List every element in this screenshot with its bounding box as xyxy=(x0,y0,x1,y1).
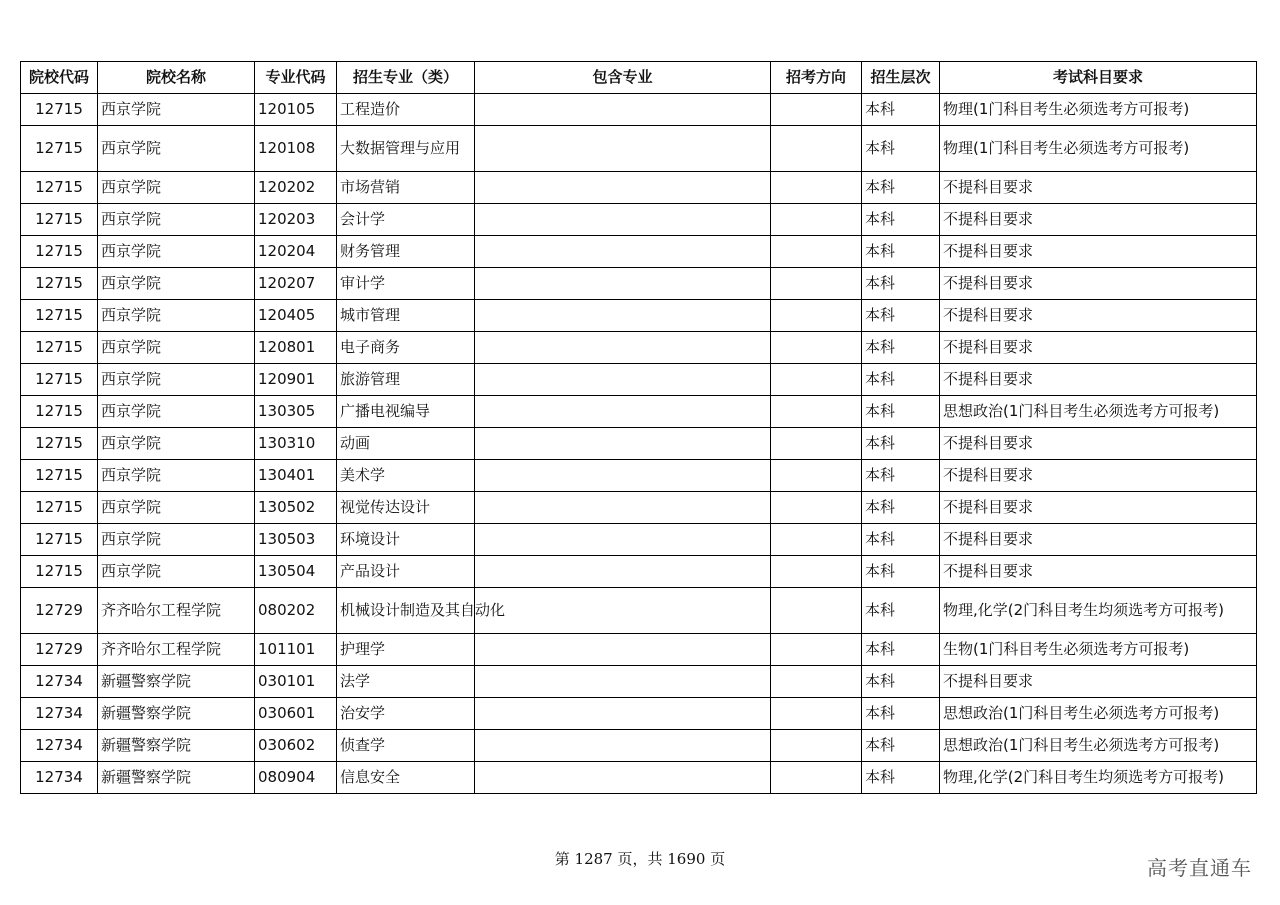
table-header xyxy=(21,62,1257,94)
cell-includes xyxy=(475,588,771,634)
cell-school-code: 12715 xyxy=(21,556,98,588)
cell-major-code: 130305 xyxy=(255,396,337,428)
cell-major-code: 101101 xyxy=(255,634,337,666)
cell-level: 本科 xyxy=(862,364,940,396)
cell-direction xyxy=(771,492,862,524)
table-body xyxy=(21,94,1257,794)
header-school-name: 院校名称 xyxy=(98,62,255,94)
cell-direction xyxy=(771,396,862,428)
cell-level: 本科 xyxy=(862,762,940,794)
cell-direction xyxy=(771,588,862,634)
cell-major: 视觉传达设计 xyxy=(337,492,475,524)
table-row xyxy=(21,666,1257,698)
cell-major-code: 130310 xyxy=(255,428,337,460)
cell-major: 产品设计 xyxy=(337,556,475,588)
table-row xyxy=(21,730,1257,762)
header-major: 招生专业（类） xyxy=(337,62,475,94)
cell-includes xyxy=(475,300,771,332)
cell-level: 本科 xyxy=(862,492,940,524)
cell-school-code: 12715 xyxy=(21,492,98,524)
cell-school-name: 齐齐哈尔工程学院 xyxy=(98,588,255,634)
table-row xyxy=(21,492,1257,524)
cell-school-code: 12715 xyxy=(21,300,98,332)
table-row xyxy=(21,556,1257,588)
cell-major: 侦查学 xyxy=(337,730,475,762)
cell-requirement: 不提科目要求 xyxy=(940,300,1257,332)
cell-school-code: 12715 xyxy=(21,94,98,126)
cell-school-name: 西京学院 xyxy=(98,204,255,236)
cell-school-code: 12715 xyxy=(21,460,98,492)
cell-major-code: 120901 xyxy=(255,364,337,396)
cell-direction xyxy=(771,300,862,332)
table-row xyxy=(21,126,1257,172)
cell-requirement: 不提科目要求 xyxy=(940,556,1257,588)
cell-school-name: 西京学院 xyxy=(98,236,255,268)
cell-major: 治安学 xyxy=(337,698,475,730)
cell-major: 环境设计 xyxy=(337,524,475,556)
cell-direction xyxy=(771,364,862,396)
cell-school-name: 西京学院 xyxy=(98,364,255,396)
cell-direction xyxy=(771,524,862,556)
cell-requirement: 不提科目要求 xyxy=(940,460,1257,492)
cell-includes xyxy=(475,396,771,428)
cell-school-code: 12734 xyxy=(21,666,98,698)
cell-major-code: 120202 xyxy=(255,172,337,204)
cell-level: 本科 xyxy=(862,524,940,556)
admissions-table xyxy=(20,61,1257,794)
header-major-code: 专业代码 xyxy=(255,62,337,94)
cell-school-code: 12715 xyxy=(21,396,98,428)
cell-major-code: 120801 xyxy=(255,332,337,364)
cell-major: 工程造价 xyxy=(337,94,475,126)
cell-level: 本科 xyxy=(862,556,940,588)
cell-requirement: 物理,化学(2门科目考生均须选考方可报考) xyxy=(940,588,1257,634)
header-level: 招生层次 xyxy=(862,62,940,94)
cell-direction xyxy=(771,634,862,666)
cell-major: 市场营销 xyxy=(337,172,475,204)
cell-school-name: 新疆警察学院 xyxy=(98,762,255,794)
watermark-logo-text: 高考直通车 xyxy=(1147,856,1252,880)
cell-school-name: 新疆警察学院 xyxy=(98,730,255,762)
cell-direction xyxy=(771,730,862,762)
table-row xyxy=(21,460,1257,492)
cell-includes xyxy=(475,364,771,396)
cell-direction xyxy=(771,428,862,460)
cell-includes xyxy=(475,428,771,460)
cell-level: 本科 xyxy=(862,666,940,698)
cell-school-name: 西京学院 xyxy=(98,524,255,556)
cell-includes xyxy=(475,492,771,524)
cell-major-code: 120203 xyxy=(255,204,337,236)
cell-requirement: 物理(1门科目考生必须选考方可报考) xyxy=(940,126,1257,172)
cell-direction xyxy=(771,698,862,730)
cell-school-name: 西京学院 xyxy=(98,396,255,428)
cell-major: 会计学 xyxy=(337,204,475,236)
cell-major-code: 120204 xyxy=(255,236,337,268)
table-row xyxy=(21,396,1257,428)
cell-major: 电子商务 xyxy=(337,332,475,364)
table-row xyxy=(21,300,1257,332)
cell-requirement: 不提科目要求 xyxy=(940,204,1257,236)
cell-school-code: 12734 xyxy=(21,730,98,762)
cell-direction xyxy=(771,556,862,588)
cell-major-code: 130504 xyxy=(255,556,337,588)
cell-requirement: 不提科目要求 xyxy=(940,364,1257,396)
header-includes: 包含专业 xyxy=(475,62,771,94)
table-row xyxy=(21,698,1257,730)
cell-requirement: 不提科目要求 xyxy=(940,172,1257,204)
cell-major: 信息安全 xyxy=(337,762,475,794)
cell-includes xyxy=(475,236,771,268)
cell-major: 旅游管理 xyxy=(337,364,475,396)
table-row xyxy=(21,236,1257,268)
cell-direction xyxy=(771,236,862,268)
cell-direction xyxy=(771,204,862,236)
cell-major-code: 130503 xyxy=(255,524,337,556)
table-row xyxy=(21,762,1257,794)
table-row xyxy=(21,634,1257,666)
cell-requirement: 不提科目要求 xyxy=(940,428,1257,460)
cell-school-name: 西京学院 xyxy=(98,300,255,332)
cell-school-name: 新疆警察学院 xyxy=(98,698,255,730)
cell-major-code: 030601 xyxy=(255,698,337,730)
table-row xyxy=(21,94,1257,126)
cell-requirement: 不提科目要求 xyxy=(940,268,1257,300)
cell-level: 本科 xyxy=(862,332,940,364)
cell-level: 本科 xyxy=(862,396,940,428)
cell-level: 本科 xyxy=(862,730,940,762)
table-row xyxy=(21,172,1257,204)
cell-includes xyxy=(475,332,771,364)
cell-major-code: 120105 xyxy=(255,94,337,126)
cell-includes xyxy=(475,126,771,172)
cell-includes xyxy=(475,698,771,730)
cell-school-code: 12715 xyxy=(21,268,98,300)
cell-major-code: 080904 xyxy=(255,762,337,794)
cell-major: 动画 xyxy=(337,428,475,460)
cell-includes xyxy=(475,172,771,204)
cell-requirement: 思想政治(1门科目考生必须选考方可报考) xyxy=(940,396,1257,428)
cell-includes xyxy=(475,634,771,666)
cell-level: 本科 xyxy=(862,126,940,172)
table-row xyxy=(21,524,1257,556)
page-number: 第 1287 页，共 1690 页 xyxy=(554,850,726,868)
cell-school-code: 12734 xyxy=(21,762,98,794)
header-direction: 招考方向 xyxy=(771,62,862,94)
cell-includes xyxy=(475,556,771,588)
cell-school-code: 12715 xyxy=(21,236,98,268)
cell-requirement: 不提科目要求 xyxy=(940,236,1257,268)
cell-requirement: 不提科目要求 xyxy=(940,492,1257,524)
cell-requirement: 物理(1门科目考生必须选考方可报考) xyxy=(940,94,1257,126)
cell-includes xyxy=(475,268,771,300)
cell-school-code: 12715 xyxy=(21,364,98,396)
cell-school-name: 新疆警察学院 xyxy=(98,666,255,698)
cell-level: 本科 xyxy=(862,460,940,492)
cell-major-code: 030602 xyxy=(255,730,337,762)
cell-direction xyxy=(771,126,862,172)
cell-school-code: 12715 xyxy=(21,126,98,172)
cell-school-name: 西京学院 xyxy=(98,172,255,204)
cell-level: 本科 xyxy=(862,588,940,634)
cell-major-code: 120108 xyxy=(255,126,337,172)
cell-direction xyxy=(771,666,862,698)
cell-requirement: 生物(1门科目考生必须选考方可报考) xyxy=(940,634,1257,666)
cell-school-name: 齐齐哈尔工程学院 xyxy=(98,634,255,666)
cell-major: 大数据管理与应用 xyxy=(337,126,475,172)
cell-school-name: 西京学院 xyxy=(98,332,255,364)
cell-school-name: 西京学院 xyxy=(98,94,255,126)
table-row xyxy=(21,268,1257,300)
cell-school-code: 12729 xyxy=(21,588,98,634)
cell-includes xyxy=(475,762,771,794)
cell-level: 本科 xyxy=(862,698,940,730)
cell-major: 机械设计制造及其自动化 xyxy=(337,588,475,634)
cell-direction xyxy=(771,172,862,204)
cell-level: 本科 xyxy=(862,634,940,666)
cell-direction xyxy=(771,268,862,300)
header-requirement: 考试科目要求 xyxy=(940,62,1257,94)
cell-major: 护理学 xyxy=(337,634,475,666)
cell-requirement: 不提科目要求 xyxy=(940,524,1257,556)
cell-level: 本科 xyxy=(862,268,940,300)
cell-major-code: 120405 xyxy=(255,300,337,332)
cell-school-name: 西京学院 xyxy=(98,126,255,172)
cell-school-name: 西京学院 xyxy=(98,428,255,460)
cell-major-code: 120207 xyxy=(255,268,337,300)
cell-major-code: 130401 xyxy=(255,460,337,492)
cell-requirement: 不提科目要求 xyxy=(940,332,1257,364)
cell-school-code: 12715 xyxy=(21,172,98,204)
cell-includes xyxy=(475,94,771,126)
cell-level: 本科 xyxy=(862,428,940,460)
cell-level: 本科 xyxy=(862,172,940,204)
cell-direction xyxy=(771,460,862,492)
table-row xyxy=(21,588,1257,634)
cell-direction xyxy=(771,94,862,126)
cell-major-code: 080202 xyxy=(255,588,337,634)
cell-includes xyxy=(475,460,771,492)
cell-school-code: 12715 xyxy=(21,204,98,236)
cell-level: 本科 xyxy=(862,300,940,332)
cell-major: 财务管理 xyxy=(337,236,475,268)
table-row xyxy=(21,364,1257,396)
cell-direction xyxy=(771,762,862,794)
cell-major: 法学 xyxy=(337,666,475,698)
cell-school-code: 12715 xyxy=(21,428,98,460)
cell-level: 本科 xyxy=(862,204,940,236)
cell-major: 广播电视编导 xyxy=(337,396,475,428)
cell-requirement: 物理,化学(2门科目考生均须选考方可报考) xyxy=(940,762,1257,794)
cell-school-name: 西京学院 xyxy=(98,492,255,524)
header-row xyxy=(21,62,1257,94)
cell-school-code: 12729 xyxy=(21,634,98,666)
cell-school-code: 12734 xyxy=(21,698,98,730)
cell-includes xyxy=(475,666,771,698)
cell-includes xyxy=(475,204,771,236)
cell-major-code: 030101 xyxy=(255,666,337,698)
cell-requirement: 思想政治(1门科目考生必须选考方可报考) xyxy=(940,698,1257,730)
cell-major: 城市管理 xyxy=(337,300,475,332)
table-row xyxy=(21,204,1257,236)
cell-level: 本科 xyxy=(862,94,940,126)
cell-school-code: 12715 xyxy=(21,332,98,364)
cell-major: 美术学 xyxy=(337,460,475,492)
cell-direction xyxy=(771,332,862,364)
cell-major: 审计学 xyxy=(337,268,475,300)
cell-school-name: 西京学院 xyxy=(98,556,255,588)
cell-requirement: 思想政治(1门科目考生必须选考方可报考) xyxy=(940,730,1257,762)
cell-school-code: 12715 xyxy=(21,524,98,556)
table-row xyxy=(21,428,1257,460)
cell-includes xyxy=(475,730,771,762)
cell-includes xyxy=(475,524,771,556)
cell-school-name: 西京学院 xyxy=(98,460,255,492)
header-school-code: 院校代码 xyxy=(21,62,98,94)
cell-school-name: 西京学院 xyxy=(98,268,255,300)
table-row xyxy=(21,332,1257,364)
cell-major-code: 130502 xyxy=(255,492,337,524)
cell-requirement: 不提科目要求 xyxy=(940,666,1257,698)
cell-level: 本科 xyxy=(862,236,940,268)
